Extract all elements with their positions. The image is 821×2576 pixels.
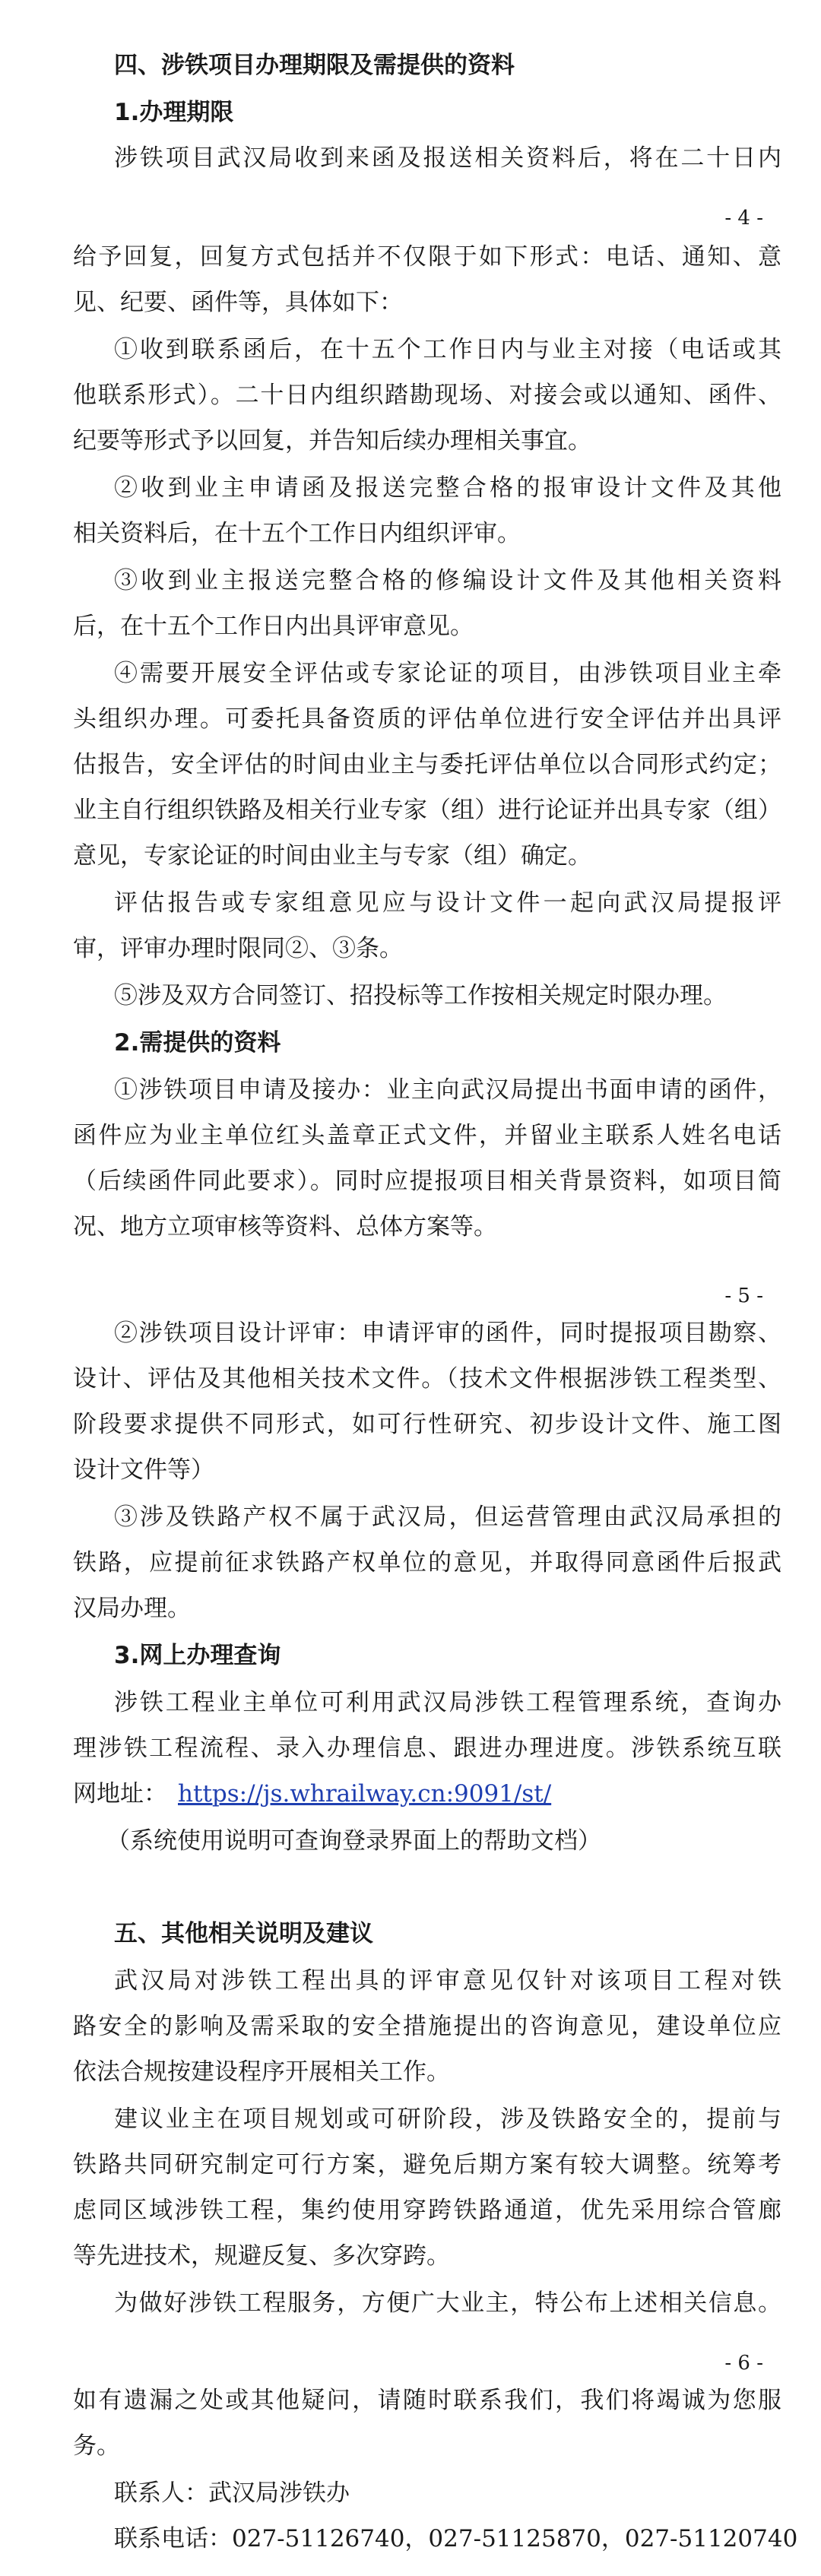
paragraph-line: （后续函件同此要求）。同时应提报项目相关背景资料，如项目简	[73, 1168, 781, 1195]
paragraph-line: ②涉铁项目设计评审：申请评审的函件，同时提报项目勘察、	[114, 1320, 781, 1347]
paragraph-line: 建议业主在项目规划或可研阶段，涉及铁路安全的，提前与	[114, 2105, 781, 2133]
paragraph-line: 业主自行组织铁路及相关行业专家（组）进行论证并出具专家（组）	[73, 797, 781, 824]
paragraph-line: ⑤涉及双方合同签订、招投标等工作按相关规定时限办理。	[114, 982, 727, 1009]
paragraph-line: 给予回复，回复方式包括并不仅限于如下形式：电话、通知、意	[73, 243, 781, 271]
paragraph-line: 依法合规按建设程序开展相关工作。	[73, 2058, 450, 2086]
paragraph-line: 铁路，应提前征求铁路产权单位的意见，并取得同意函件后报武	[73, 1549, 781, 1576]
paragraph-line: 纪要等形式予以回复，并告知后续办理相关事宜。	[73, 427, 591, 455]
paragraph-line: 他联系形式）。二十日内组织踏勘现场、对接会或以通知、函件、	[73, 382, 781, 409]
paragraph-line: 虑同区域涉铁工程，集约使用穿跨铁路通道，优先采用综合管廊	[73, 2197, 781, 2224]
page-number: - 6 -	[724, 2352, 763, 2375]
paragraph-line: 见、纪要、函件等，具体如下：	[73, 289, 403, 316]
url-line	[73, 1779, 551, 1809]
system-url-link[interactable]: https://js.whrailway.cn:9091/st/	[178, 1780, 552, 1808]
paragraph-line: （系统使用说明可查询登录界面上的帮助文档）	[106, 1827, 601, 1855]
paragraph-line: 为做好涉铁工程服务，方便广大业主，特公布上述相关信息。	[114, 2289, 781, 2317]
paragraph-line: ③收到业主报送完整合格的修编设计文件及其他相关资料	[114, 567, 781, 594]
paragraph-line: ①收到联系函后，在十五个工作日内与业主对接（电话或其	[114, 336, 781, 363]
paragraph-line: 涉铁项目武汉局收到来函及报送相关资料后，将在二十日内	[114, 144, 781, 172]
paragraph-line: ④需要开展安全评估或专家论证的项目，由涉铁项目业主牵	[114, 660, 781, 687]
paragraph-line: 理涉铁工程流程、录入办理信息、跟进办理进度。涉铁系统互联	[73, 1735, 781, 1762]
paragraph-line: 铁路共同研究制定可行方案，避免后期方案有较大调整。统筹考	[73, 2151, 781, 2178]
paragraph-line: 武汉局对涉铁工程出具的评审意见仅针对该项目工程对铁	[114, 1967, 781, 1995]
subsection-3-title: 3.网上办理查询	[114, 1642, 281, 1669]
subsection-2-title: 2.需提供的资料	[114, 1029, 281, 1057]
section-5-title: 五、其他相关说明及建议	[114, 1920, 373, 1947]
url-label: 网地址：	[73, 1780, 167, 1808]
section-4-title: 四、涉铁项目办理期限及需提供的资料	[114, 52, 515, 79]
paragraph-line: 后，在十五个工作日内出具评审意见。	[73, 613, 474, 640]
paragraph-line: 函件应为业主单位红头盖章正式文件，并留业主联系人姓名电话	[73, 1122, 781, 1149]
paragraph-line: 评估报告或专家组意见应与设计文件一起向武汉局提报评	[114, 889, 781, 917]
paragraph-line: 设计文件等）	[73, 1456, 214, 1484]
paragraph-line: 审，评审办理时限同②、③条。	[73, 935, 403, 962]
page-number: - 5 -	[724, 1285, 763, 1307]
paragraph-line: ③涉及铁路产权不属于武汉局，但运营管理由武汉局承担的	[114, 1503, 781, 1531]
paragraph-line: 头组织办理。可委托具备资质的评估单位进行安全评估并出具评	[73, 705, 781, 733]
contact-phone: 联系电话：027-51126740，027-51125870，027-51120740	[114, 2525, 798, 2552]
paragraph-line: ①涉铁项目申请及接办：业主向武汉局提出书面申请的函件，	[114, 1076, 781, 1104]
page-number: - 4 -	[724, 207, 763, 230]
contact-person: 联系人：武汉局涉铁办	[114, 2479, 350, 2507]
paragraph-line: 务。	[73, 2432, 120, 2460]
paragraph-line: 涉铁工程业主单位可利用武汉局涉铁工程管理系统，查询办	[114, 1689, 781, 1716]
paragraph-line: 相关资料后，在十五个工作日内组织评审。	[73, 520, 521, 547]
paragraph-line: 设计、评估及其他相关技术文件。（技术文件根据涉铁工程类型、	[73, 1365, 781, 1393]
paragraph-line: 汉局办理。	[73, 1595, 191, 1622]
paragraph-line: 意见，专家论证的时间由业主与专家（组）确定。	[73, 842, 591, 870]
paragraph-line: 估报告，安全评估的时间由业主与委托评估单位以合同形式约定；	[73, 751, 781, 778]
paragraph-line: 等先进技术，规避反复、多次穿跨。	[73, 2242, 450, 2270]
subsection-1-title: 1.办理期限	[114, 99, 234, 126]
paragraph-line: 阶段要求提供不同形式，如可行性研究、初步设计文件、施工图	[73, 1411, 781, 1438]
paragraph-line: 路安全的影响及需采取的安全措施提出的咨询意见，建设单位应	[73, 2013, 781, 2040]
paragraph-line: 如有遗漏之处或其他疑问，请随时联系我们，我们将竭诚为您服	[73, 2387, 781, 2414]
paragraph-line: 况、地方立项审核等资料、总体方案等。	[73, 1213, 497, 1240]
paragraph-line: ②收到业主申请函及报送完整合格的报审设计文件及其他	[114, 474, 781, 502]
